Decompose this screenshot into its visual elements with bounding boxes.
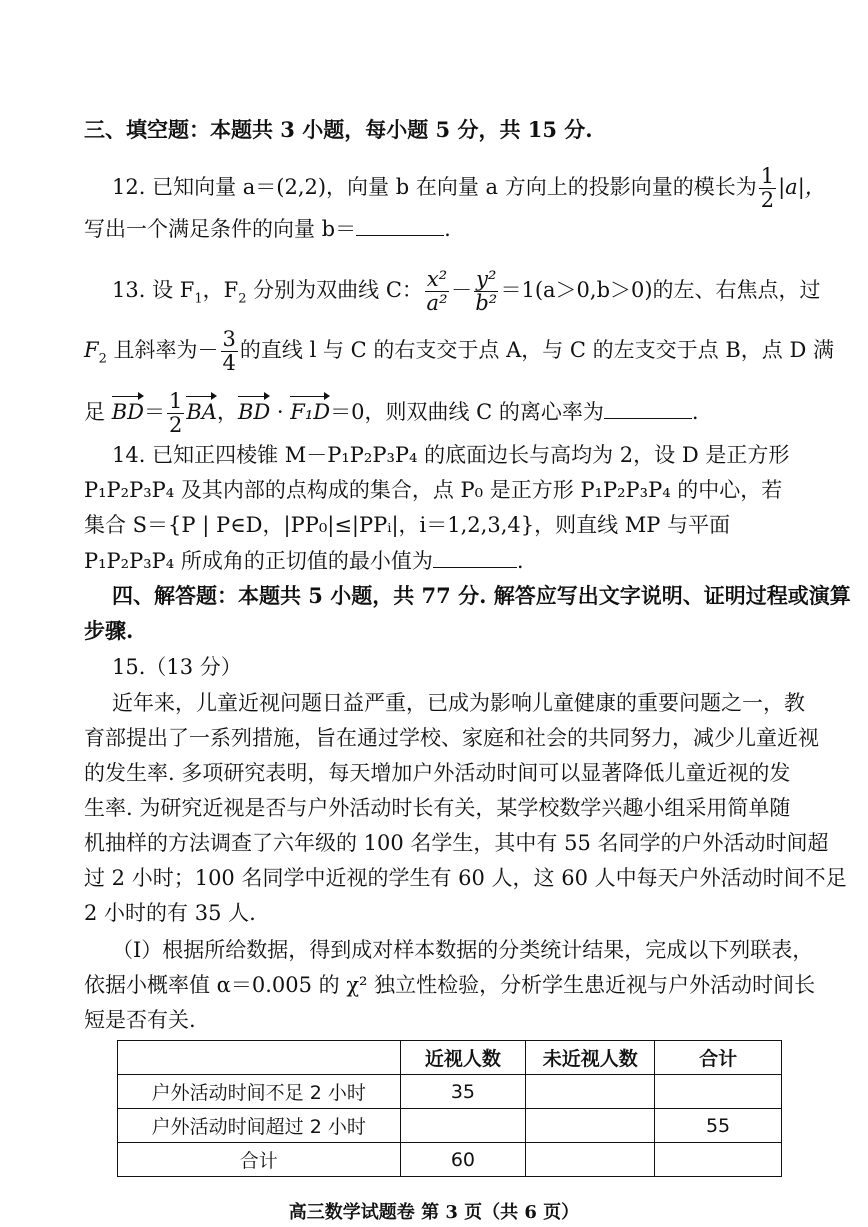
question-15-part-1-line-3: 短是否有关. <box>84 1008 196 1032</box>
question-15-paragraph-line-4: 生率. 为研究近视是否与户外活动时长有关，某学校数学兴趣小组采用简单随 <box>84 796 791 820</box>
fraction-three-quarters: $\frac{3}{4}$ <box>222 327 236 376</box>
vector-bd-2: BD <box>237 400 271 425</box>
fraction-one-half: $\frac{1}{2}$ <box>760 164 775 213</box>
question-13-line-2: $F_2$ 且斜率为－ $\frac{3}{4}$ 的直线 l 与 C 的右支交于点 A，与 C 的左支交于点 B，点 D 满 <box>84 327 834 376</box>
table-cell: 60 <box>400 1143 526 1177</box>
question-12-line-1: 12. 已知向量 a＝(2,2)，向量 b 在向量 a 方向上的投影向量的模长为 $\frac{1}{2}$ |a|， <box>112 164 826 213</box>
table-cell: 55 <box>655 1109 782 1143</box>
question-15-paragraph-line-5: 机抽样的方法调查了六年级的 100 名学生，其中有 55 名同学的户外活动时间超 <box>84 831 829 855</box>
vector-bd: BD <box>111 400 144 425</box>
table-header-cell: 合计 <box>655 1041 782 1075</box>
table-row <box>118 1143 782 1177</box>
table-cell-blank[interactable] <box>526 1143 655 1177</box>
question-13-line-1: 13. 设 $F_1$，$F_2$ 分别为双曲线 C： $\frac{\text{x²}}{\text{a²}}$ － $\frac{\text{y²}}{\text{b²}}$ ＝1(a＞0,b＞0)的左、右焦点，过 <box>112 267 821 316</box>
table-header-row <box>118 1041 782 1075</box>
question-15-paragraph-line-2: 育部提出了一系列措施，旨在通过学校、家庭和社会的共同努力，减少儿童近视 <box>84 726 819 750</box>
question-14-line-2: P₁P₂P₃P₄ 及其内部的点构成的集合，点 P₀ 是正方形 P₁P₂P₃P₄ 的中心，若 <box>84 478 783 502</box>
question-15-part-1-line-1: （Ⅰ）根据所给数据，得到成对样本数据的分类统计结果，完成以下列联表， <box>112 938 814 962</box>
question-15-title: 15.（13 分） <box>112 655 242 679</box>
table-row <box>118 1075 782 1109</box>
question-15-paragraph-line-7: 2 小时的有 35 人. <box>84 901 256 925</box>
page-footer: 高三数学试题卷 第 3 页（共 6 页） <box>288 1202 580 1223</box>
table-row <box>118 1109 782 1143</box>
fraction-one-half-13: $\frac{1}{2}$ <box>168 389 183 438</box>
question-15-paragraph-line-1: 近年来，儿童近视问题日益严重，已成为影响儿童健康的重要问题之一，教 <box>112 691 805 715</box>
table-cell-blank[interactable] <box>655 1075 782 1109</box>
table-header-cell <box>118 1041 401 1075</box>
question-14-line-3: 集合 S＝{P | P∈D，|PP₀|≤|PPᵢ|，i＝1,2,3,4}，则直线 MP 与平面 <box>84 513 731 537</box>
question-14-line-1: 14. 已知正四棱锥 M－P₁P₂P₃P₄ 的底面边长与高均为 2，设 D 是正方形 <box>112 443 790 467</box>
table-header-cell: 近视人数 <box>400 1041 526 1075</box>
table-header-cell: 未近视人数 <box>526 1041 655 1075</box>
section-3-heading: 三、填空题：本题共 3 小题，每小题 5 分，共 15 分. <box>84 117 593 142</box>
question-15-paragraph-line-6: 过 2 小时；100 名同学中近视的学生有 60 人，这 60 人中每天户外活动时间不足 <box>84 866 847 890</box>
section-4-heading-line-1: 四、解答题：本题共 5 小题，共 77 分. 解答应写出文字说明、证明过程或演算 <box>112 583 851 608</box>
question-15-part-1-line-2: 依据小概率值 α＝0.005 的 χ² 独立性检验，分析学生患近视与户外活动时间长 <box>84 973 816 997</box>
table-cell: 35 <box>400 1075 526 1109</box>
answer-blank-12[interactable] <box>356 215 444 236</box>
table-cell-blank[interactable] <box>655 1143 782 1177</box>
table-row-label: 合计 <box>118 1143 401 1177</box>
fraction-y2-b2: $\frac{\text{y²}}{\text{b²}}$ <box>475 267 498 316</box>
question-12-line-2: 写出一个满足条件的向量 b＝ . <box>84 217 451 241</box>
fraction-x2-a2: $\frac{\text{x²}}{\text{a²}}$ <box>426 267 448 316</box>
table-row-label: 户外活动时间不足 2 小时 <box>118 1075 401 1109</box>
table-cell-blank[interactable] <box>400 1109 526 1143</box>
question-14-line-4: P₁P₂P₃P₄ 所成角的正切值的最小值为 . <box>84 549 524 573</box>
answer-blank-13[interactable] <box>604 398 692 419</box>
contingency-table <box>117 1040 782 1177</box>
question-15-paragraph-line-3: 的发生率. 多项研究表明，每天增加户外活动时间可以显著降低儿童近视的发 <box>84 761 791 785</box>
vector-f1d: F₁D <box>290 400 331 425</box>
vector-ba: BA <box>186 400 217 425</box>
table-cell-blank[interactable] <box>526 1075 655 1109</box>
question-13-line-3: 足 BD＝ $\frac{1}{2}$ BA，BD · F₁D＝0，则双曲线 C 的离心率为 . <box>84 389 699 438</box>
answer-blank-14[interactable] <box>433 547 517 568</box>
table-row-label: 户外活动时间超过 2 小时 <box>118 1109 401 1143</box>
table-cell-blank[interactable] <box>526 1109 655 1143</box>
section-4-heading-line-2: 步骤. <box>84 618 134 643</box>
